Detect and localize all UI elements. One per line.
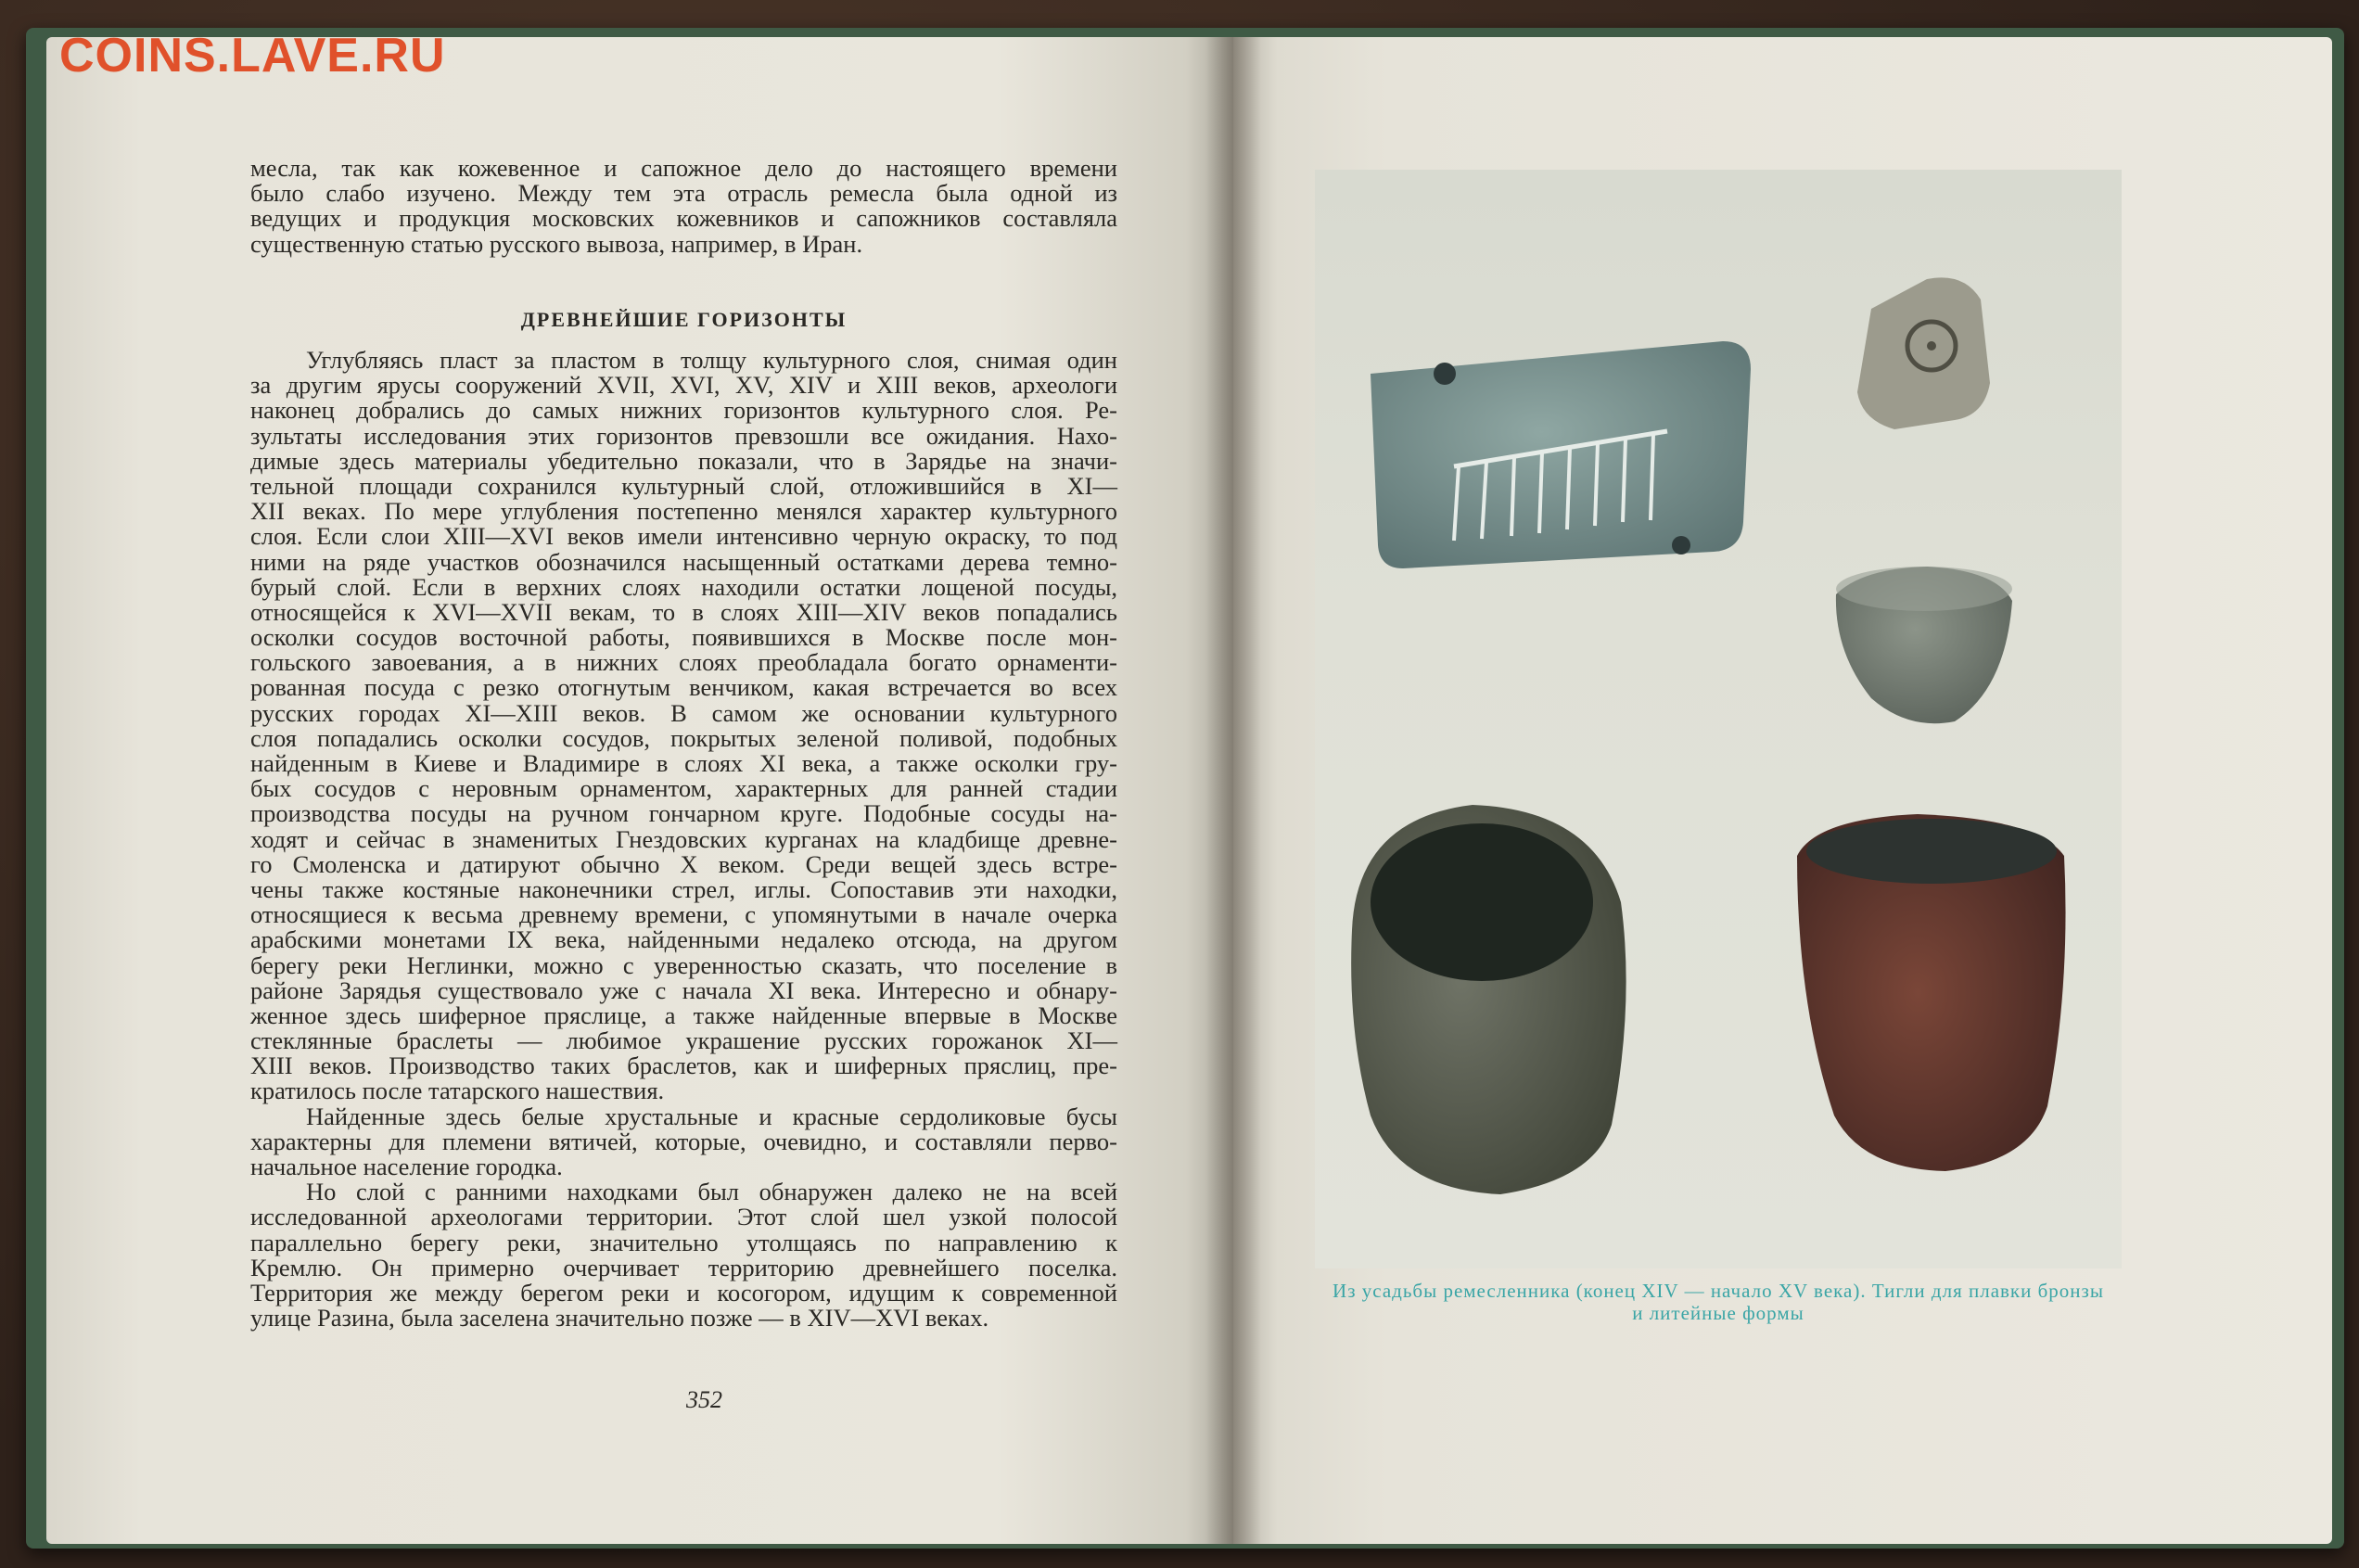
- body-line: слоя попадались осколки сосудов, покрытых зеленой поливой, подобных: [250, 723, 1117, 752]
- body-line: тельной площади сохранился культурный слой, отложившийся в XI—: [250, 471, 1117, 500]
- section-heading: ДРЕВНЕЙШИЕ ГОРИЗОНТЫ: [520, 308, 848, 331]
- stone-crucible: [1351, 805, 1626, 1194]
- body-line: бых сосудов с неровным орнаментом, характерных для ранней стадии: [250, 774, 1117, 803]
- body-line: характерны для племени вятичей, которые, очевидно, и составляли перво-: [250, 1127, 1117, 1155]
- stamp-mould: [1857, 277, 1990, 429]
- comb-mould: [1371, 341, 1751, 568]
- body-line: гольского завоевания, а в нижних слоях преобладала богато орнаменти-: [250, 648, 1117, 677]
- body-line: зультаты исследования этих горизонтов превзошли все ожидания. Нахо-: [250, 421, 1117, 450]
- body-line: относящиеся к весьма древнему времени, с упомянутыми в начале очерка: [250, 900, 1117, 929]
- body-text: [250, 348, 1117, 1331]
- body-line: Кремлю. Он примерно очерчивает территорию древнейшего поселка.: [250, 1253, 1117, 1281]
- body-line: ходят и сейчас в знаменитых Гнездовских курганах на кладбище древне-: [250, 824, 1117, 853]
- body-line: чены также костяные наконечники стрел, иглы. Сопоставив эти находки,: [250, 874, 1117, 903]
- body-line: димые здесь материалы убедительно показали, что в Зарядье на значи-: [250, 446, 1117, 475]
- caption-line-2: и литейные формы: [1632, 1302, 1804, 1324]
- body-line: Найденные здесь белые хрустальные и красные сердоликовые бусы: [306, 1102, 1117, 1130]
- body-line: XIII веков. Производство таких браслетов, как и шиферных пряслиц, пре-: [250, 1052, 1117, 1080]
- body-line: параллельно берегу реки, значительно утолщаясь по направлению к: [250, 1228, 1117, 1256]
- body-line: Территория же между берегом реки и косогором, идущим к современной: [250, 1278, 1117, 1307]
- body-line: Но слой с ранними находками был обнаружен далеко не на всей: [306, 1178, 1117, 1206]
- figure-caption: [1315, 1280, 2122, 1324]
- small-crucible: [1836, 567, 2012, 723]
- intro-paragraph: [250, 156, 1117, 257]
- body-line: улице Разина, была заселена значительно позже — в XIV—XVI веках.: [250, 1304, 989, 1332]
- body-line: производства посуды на ручном гончарном круге. Подобные сосуды на-: [250, 799, 1117, 828]
- body-line: осколки сосудов восточной работы, появившихся в Москве после мон-: [250, 623, 1117, 652]
- body-line: арабскими монетами IX века, найденными недалеко отсюда, на другом: [250, 925, 1117, 954]
- body-line: XII веках. По мере углубления постепенно менялся характер культурного: [250, 497, 1117, 526]
- artifact-photo-plate: [1315, 170, 2122, 1268]
- body-line: стеклянные браслеты — любимое украшение русских горожанок XI—: [250, 1026, 1117, 1055]
- intro-line: существенную статью русского вывоза, например, в Иран.: [250, 229, 863, 258]
- body-line: относящейся к XVI—XVII векам, то в слоях XIII—XIV веков попадались: [250, 597, 1117, 626]
- body-line: найденным в Киеве и Владимире в слоях XI века, а также осколки гру-: [250, 749, 1117, 777]
- body-line: наконец добрались до самых нижних горизонтов культурного слоя. Ре-: [250, 396, 1117, 425]
- body-line: кратилось после татарского нашествия.: [250, 1077, 665, 1105]
- watermark: COINS.LAVE.RU: [59, 29, 446, 83]
- intro-line: ведущих и продукция московских кожевников и сапожников составляла: [250, 204, 1117, 233]
- body-line: рованная посуда с резко отогнутым венчиком, какая встречается во всех: [250, 673, 1117, 702]
- body-line: исследованной археологами территории. Этот слой шел узкой полосой: [250, 1203, 1117, 1231]
- body-line: Углубляясь пласт за пластом в толщу культурного слоя, снимая один: [306, 346, 1117, 374]
- body-line: женное здесь шиферное пряслице, а также найденные впервые в Москве: [250, 1001, 1117, 1029]
- page-number: 352: [686, 1386, 722, 1413]
- body-line: за другим ярусы сооружений XVII, XVI, XV, XIV и XIII веков, археологи: [250, 371, 1117, 400]
- body-line: районе Зарядья существовало уже с начала XI века. Интересно и обнару-: [250, 975, 1117, 1004]
- intro-line: месла, так как кожевенное и сапожное дело до настоящего времени: [250, 154, 1117, 182]
- book-spine: [1205, 37, 1261, 1544]
- rusty-crucible: [1797, 814, 2066, 1171]
- body-line: ними на ряде участков обозначился насыщенный остатками дерева темно-: [250, 547, 1117, 576]
- body-line: го Смоленска и датируют обычно X веком. Среди вещей здесь встре-: [250, 849, 1117, 878]
- intro-line: было слабо изучено. Между тем эта отрасль ремесла была одной из: [250, 179, 1117, 208]
- caption-line-1: Из усадьбы ремесленника (конец XIV — начало XV века). Тигли для плавки бронзы: [1333, 1280, 2104, 1302]
- body-line: русских городах XI—XIII веков. В самом же основании культурного: [250, 698, 1117, 727]
- body-line: берегу реки Неглинки, можно с уверенностью сказать, что поселение в: [250, 950, 1117, 979]
- body-line: начальное население городка.: [250, 1153, 563, 1180]
- body-line: бурый слой. Если в верхних слоях находили остатки лощеной посуды,: [250, 572, 1117, 601]
- body-line: слоя. Если слои XIII—XVI веков имели интенсивно черную окраску, то под: [250, 522, 1117, 551]
